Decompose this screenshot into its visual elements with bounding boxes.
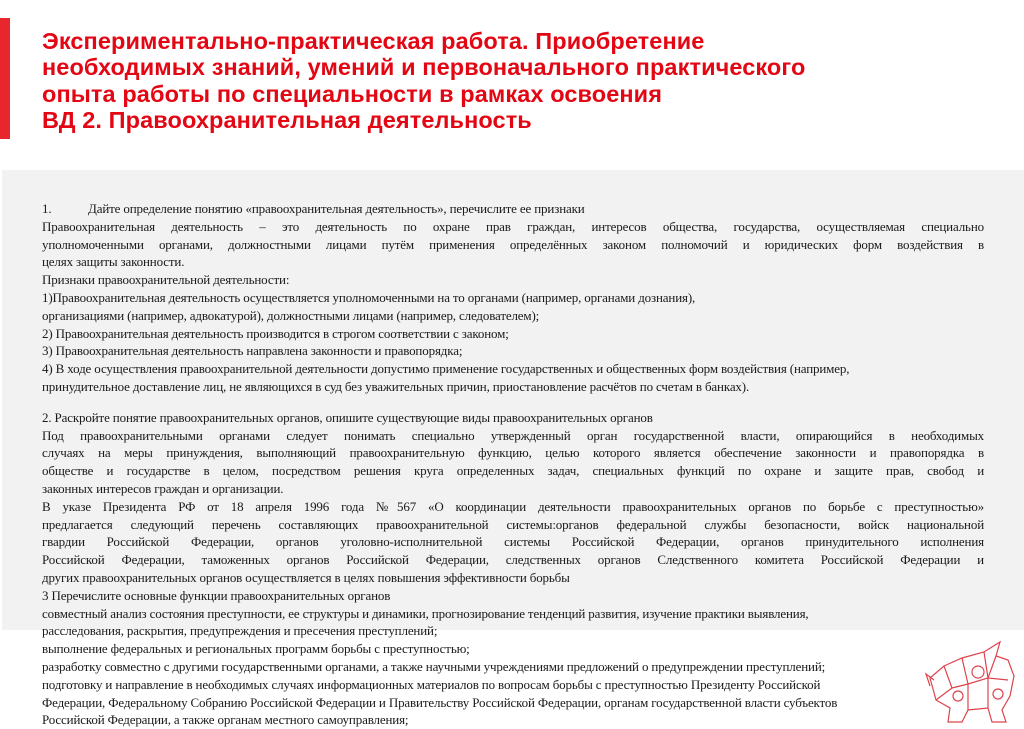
text-line: подготовку и направление в необходимых случаях информационных материалов по вопросам борьбы с преступностью Президенту Российской	[42, 676, 821, 692]
question-2-heading: 2. Раскройте понятие правоохранительных органов, опишите существующие виды правоохранительных органов	[42, 409, 653, 425]
title-accent-bar	[0, 18, 10, 139]
text-line: организациями (например, адвокатурой), должностными лицами (например, следователем);	[42, 307, 540, 323]
text-line: 4) В ходе осуществления правоохранительной деятельности допустимо применение государственных и общественных форм воздействия (например,	[42, 361, 850, 377]
question-number: 1.	[42, 201, 52, 216]
slide-title	[42, 28, 1002, 133]
text-line: 2) Правоохранительная деятельность производится в строгом соответствии с законом;	[42, 325, 509, 341]
content-body	[42, 200, 984, 729]
text-line: Российской Федерации, таможенных органов Российской Федерации, следственных органов Следственного комитета Российской Федерации и	[42, 552, 984, 568]
text-line: 3) Правоохранительная деятельность направлена законности и правопорядка;	[42, 343, 463, 359]
text-line: расследования, раскрытия, предупреждения и пресечения преступлений;	[42, 623, 438, 639]
text-line: Признаки правоохранительной деятельности:	[42, 272, 290, 288]
text-line: случаях на меры принуждения, выполняющий правоохранительную функцию, целью которого является обеспечение законности и правопорядка в	[42, 445, 984, 461]
question-3-heading: 3 Перечислите основные функции правоохранительных органов	[42, 587, 391, 603]
text-line: предлагается следующий перечень составляющих правоохранительной системы:органов федеральной службы безопасности, войск национальной	[42, 516, 984, 532]
question-text: Дайте определение понятию «правоохранительная деятельность», перечислите ее признаки	[88, 201, 585, 216]
text-line: 1)Правоохранительная деятельность осуществляется уполномоченными на то органами (например, органами дознания),	[42, 289, 696, 305]
text-line: Под правоохранительными органами следует понимать специально утвержденный орган государственной власти, опирающийся в необходимых	[42, 427, 984, 443]
title-line: ВД 2. Правоохранительная деятельность	[42, 106, 532, 133]
text-line: Правоохранительная деятельность – это деятельность по охране прав граждан, интересов общества, государства, осуществляемая специально	[42, 218, 984, 234]
text-line: выполнение федеральных и региональных программ борьбы с преступностью;	[42, 641, 470, 657]
question-1-heading	[42, 200, 984, 218]
rhino-logo-icon	[922, 638, 1017, 723]
text-line: гвардии Российской Федерации, органов уголовно-исполнительной системы Российской Федерации, органов принудительного исполнения	[42, 534, 984, 550]
text-line: принудительное доставление лиц, не являющихся в суд без уважительных причин, приостановление расчётов по счетам в банках).	[42, 378, 750, 394]
text-line: В указе Президента РФ от 18 апреля 1996 года №567 «О координации деятельности правоохранительных органов по борьбе с преступностью»	[42, 498, 984, 514]
text-line: Федерации, Федеральному Собранию Российской Федерации и Правительству Российской Федерации, органам государственной власти субъектов	[42, 694, 838, 710]
text-line: уполномоченными органами, должностными лицами путём применения определённых законом полномочий и юридических форм воздействия в	[42, 236, 984, 252]
title-line: Экспериментально-практическая работа. Приобретение	[42, 28, 705, 54]
title-line: необходимых знаний, умений и первоначального практического	[42, 54, 806, 81]
text-line: целях защиты законности.	[42, 254, 185, 270]
text-line: законных интересов граждан и организации.	[42, 480, 284, 496]
text-line: других правоохранительных органов осуществляется в целях повышения эффективности борьбы	[42, 569, 570, 585]
title-line: опыта работы по специальности в рамках освоения	[42, 80, 663, 107]
text-line: совместный анализ состояния преступности, ее структуры и динамики, прогнозирование тенденций развития, изучение практики выявления,	[42, 605, 809, 621]
text-line: Российской Федерации, а также органам местного самоуправления;	[42, 712, 409, 728]
text-line: разработку совместно с другими государственными органами, а также научными учреждениями предложений о предупреждении преступлений;	[42, 658, 826, 674]
text-line: обществе и государстве в целом, посредством решения круга определенных задач, специальных функций по охране и защите прав, свобод и	[42, 463, 984, 479]
